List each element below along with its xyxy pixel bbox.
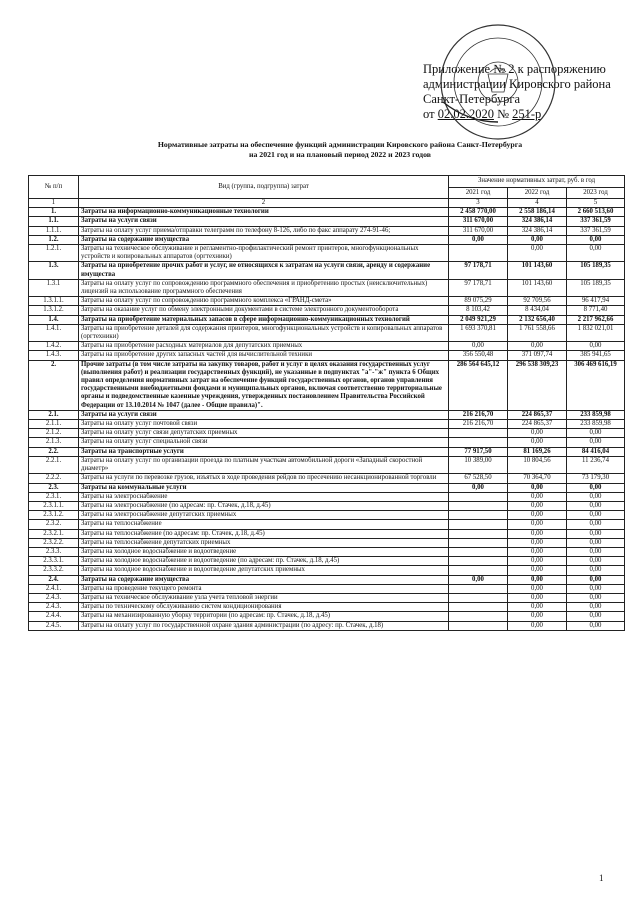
col-index-2: 2 — [79, 199, 449, 208]
row-name: Затраты на оплату услуг по государственной охране здания администрации (по адресу: пр. Стачек, д.18) — [79, 621, 449, 630]
row-number: 2.4.3. — [29, 603, 79, 612]
value-2022: 324 386,14 — [508, 226, 567, 235]
value-2021: 8 103,42 — [449, 306, 508, 315]
row-number: 2.3.1.2. — [29, 511, 79, 520]
value-2021: 216 216,70 — [449, 410, 508, 419]
header-number: 251-р — [512, 107, 542, 121]
row-number: 2.4. — [29, 575, 79, 584]
row-name: Затраты по техническому обслуживанию систем кондиционирования — [79, 603, 449, 612]
table-row — [29, 306, 625, 315]
value-2022: 224 865,37 — [508, 410, 567, 419]
value-2022: 101 143,60 — [508, 279, 567, 296]
row-number: 2.3.3.1. — [29, 557, 79, 566]
value-2023: 385 941,65 — [567, 351, 625, 360]
row-name: Затраты на оплату услуг приема/отправки телеграмм по телефону 8-126, либо по факс аппарату 274-91-46; — [79, 226, 449, 235]
value-2022: 0,00 — [508, 520, 567, 529]
year-header-2022: 2022 год — [508, 187, 567, 199]
table-row — [29, 410, 625, 419]
value-2023: 0,00 — [567, 566, 625, 575]
row-name: Затраты на теплоснабжение — [79, 520, 449, 529]
value-2021: 0,00 — [449, 235, 508, 244]
value-2021: 97 178,71 — [449, 262, 508, 279]
value-2023: 2 660 513,60 — [567, 208, 625, 217]
row-number: 1.1.1. — [29, 226, 79, 235]
value-2022: 0,00 — [508, 621, 567, 630]
value-2021 — [449, 529, 508, 538]
value-2021: 89 075,29 — [449, 297, 508, 306]
value-2022: 101 143,60 — [508, 262, 567, 279]
value-2021 — [449, 520, 508, 529]
value-2021: 0,00 — [449, 575, 508, 584]
row-number: 2.1. — [29, 410, 79, 419]
row-name: Затраты на оплату услуг по организации проезда по платным участкам автомобильной дороги «Западный скоростной диаметр» — [79, 456, 449, 473]
value-2021: 0,00 — [449, 483, 508, 492]
row-number: 2.3.1. — [29, 492, 79, 501]
title-line-2: на 2021 год и на плановый период 2022 и 2023 годов — [248, 150, 432, 159]
table-row — [29, 360, 625, 410]
cost-table — [28, 175, 625, 631]
value-2021: 10 389,00 — [449, 456, 508, 473]
row-name: Затраты на услуги связи — [79, 217, 449, 226]
row-name: Затраты на содержание имущества — [79, 235, 449, 244]
cost-table-body — [29, 208, 625, 631]
value-2022: 0,00 — [508, 603, 567, 612]
value-2021: 67 528,50 — [449, 474, 508, 483]
value-2023: 0,00 — [567, 429, 625, 438]
table-row — [29, 575, 625, 584]
value-2021: 0,00 — [449, 342, 508, 351]
col-header-name: Вид (группа, подгруппа) затрат — [79, 176, 449, 199]
title-line-1: Нормативные затраты на обеспечение функций администрации Кировского района Санкт-Петербурга — [157, 140, 523, 149]
value-2021: 2 049 921,29 — [449, 315, 508, 324]
value-2023: 0,00 — [567, 612, 625, 621]
row-number: 2.4.1. — [29, 584, 79, 593]
value-2022: 0,00 — [508, 529, 567, 538]
row-number: 2.1.3. — [29, 438, 79, 447]
value-2023: 2 217 962,66 — [567, 315, 625, 324]
table-row — [29, 474, 625, 483]
value-2023: 0,00 — [567, 529, 625, 538]
row-number: 2.2.2. — [29, 474, 79, 483]
col-index-4: 4 — [508, 199, 567, 208]
document-title — [60, 140, 620, 160]
value-2023: 0,00 — [567, 235, 625, 244]
value-2022: 0,00 — [508, 342, 567, 351]
row-number: 2.4.3. — [29, 593, 79, 602]
value-2023: 105 189,35 — [567, 262, 625, 279]
value-2023: 0,00 — [567, 575, 625, 584]
row-name: Затраты на приобретение прочих работ и услуг, не относящихся к затратам на услуги связи, аренду и содержание имущества — [79, 262, 449, 279]
row-number: 2. — [29, 360, 79, 410]
value-2023: 337 361,59 — [567, 217, 625, 226]
row-name: Затраты на холодное водоснабжение и водоотведение депутатских приемных — [79, 566, 449, 575]
row-number: 1.3.1.2. — [29, 306, 79, 315]
value-2021: 97 178,71 — [449, 279, 508, 296]
value-2023: 0,00 — [567, 593, 625, 602]
value-2022: 0,00 — [508, 584, 567, 593]
row-name: Затраты на информационно-коммуникационные технологии — [79, 208, 449, 217]
value-2021 — [449, 612, 508, 621]
table-row — [29, 501, 625, 510]
row-number: 2.1.2. — [29, 429, 79, 438]
row-number: 2.3.2.1. — [29, 529, 79, 538]
value-2021 — [449, 501, 508, 510]
value-2023: 0,00 — [567, 584, 625, 593]
value-2022: 10 804,56 — [508, 456, 567, 473]
value-2023: 337 361,59 — [567, 226, 625, 235]
value-2022: 0,00 — [508, 245, 567, 262]
row-number: 1.3.1.1. — [29, 297, 79, 306]
row-name: Затраты на механизированную уборку территории (по адресам: пр. Стачек, д.18, д.45) — [79, 612, 449, 621]
table-row — [29, 235, 625, 244]
row-number: 2.3. — [29, 483, 79, 492]
row-name: Затраты на техническое обслуживание и регламентно-профилактический ремонт принтеров, многофункциональных устройств и копировальных аппаратов (оргтехники) — [79, 245, 449, 262]
value-2023: 0,00 — [567, 547, 625, 556]
col-index-5: 5 — [567, 199, 625, 208]
value-2022: 296 538 309,23 — [508, 360, 567, 410]
value-2023: 8 771,40 — [567, 306, 625, 315]
row-number: 1.2.1. — [29, 245, 79, 262]
row-name: Затраты на электроснабжение (по адресам: пр. Стачек, д.18, д.45) — [79, 501, 449, 510]
value-2021: 311 670,00 — [449, 226, 508, 235]
value-2023: 84 416,04 — [567, 447, 625, 456]
row-number: 1.4.3. — [29, 351, 79, 360]
header-line-2: администрации Кировского района — [423, 77, 611, 91]
value-2022: 0,00 — [508, 612, 567, 621]
row-name: Затраты на теплоснабжение депутатских приемных — [79, 538, 449, 547]
col-header-num: № п/п — [29, 176, 79, 199]
row-number: 2.3.2. — [29, 520, 79, 529]
row-number: 2.4.5. — [29, 621, 79, 630]
row-number: 1.1. — [29, 217, 79, 226]
value-2021: 77 917,50 — [449, 447, 508, 456]
row-name: Затраты на техническое обслуживание узла учета тепловой энергии — [79, 593, 449, 602]
value-2022: 0,00 — [508, 483, 567, 492]
col-index-1: 1 — [29, 199, 79, 208]
value-2022: 2 132 656,40 — [508, 315, 567, 324]
table-row — [29, 438, 625, 447]
row-name: Прочие затраты (в том числе затраты на закупку товаров, работ и услуг в целях оказания государственных услуг (выполнения работ) и реализации государственных функций), не указанные в подпунктах "а"-"ж" пункта 6 Общих правил определения нормативных затрат на обеспечение функций государственных органов, органов управления государственными внебюджетными фондами и муниципальных органов, включая соответственно территориальные органы и подведомственные казенные учреждения, утвержденных постановлением Правительства Российской Федерации от 13.10.2014 № 1047 (далее - Общие правила)". — [79, 360, 449, 410]
value-2022: 0,00 — [508, 575, 567, 584]
table-row — [29, 429, 625, 438]
row-name: Затраты на оплату услуг связи депутатских приемных — [79, 429, 449, 438]
table-row — [29, 447, 625, 456]
table-row — [29, 456, 625, 473]
table-row — [29, 351, 625, 360]
value-2022: 324 386,14 — [508, 217, 567, 226]
header-line-1: Приложение № 2 к распоряжению — [423, 62, 606, 76]
value-2023: 105 189,35 — [567, 279, 625, 296]
table-row — [29, 217, 625, 226]
row-number: 2.3.3.2. — [29, 566, 79, 575]
value-2023: 0,00 — [567, 483, 625, 492]
value-2022: 1 761 558,66 — [508, 324, 567, 341]
row-number: 1.2. — [29, 235, 79, 244]
page-number: 1 — [599, 873, 604, 883]
row-name: Затраты на проведение текущего ремонта — [79, 584, 449, 593]
value-2023: 0,00 — [567, 603, 625, 612]
value-2022: 0,00 — [508, 429, 567, 438]
value-2022: 8 434,04 — [508, 306, 567, 315]
value-2021: 311 670,00 — [449, 217, 508, 226]
value-2021 — [449, 584, 508, 593]
table-row — [29, 520, 625, 529]
row-name: Затраты на электроснабжение депутатских приемных — [79, 511, 449, 520]
table-row — [29, 315, 625, 324]
value-2023: 0,00 — [567, 511, 625, 520]
row-name: Затраты на холодное водоснабжение и водоотведение — [79, 547, 449, 556]
value-2021 — [449, 566, 508, 575]
value-2021: 356 550,48 — [449, 351, 508, 360]
value-2023: 1 832 021,01 — [567, 324, 625, 341]
row-name: Затраты на холодное водоснабжение и водоотведение (по адресам: пр. Стачек, д.18, д.45) — [79, 557, 449, 566]
row-name: Затраты на электроснабжение — [79, 492, 449, 501]
header-line-3: Санкт-Петербурга — [423, 92, 521, 106]
year-header-2023: 2023 год — [567, 187, 625, 199]
row-name: Затраты на оплату услуг по сопровождению программного комплекса «ГРАНД-смета» — [79, 297, 449, 306]
value-2022: 0,00 — [508, 492, 567, 501]
year-header-2021: 2021 год — [449, 187, 508, 199]
row-name: Затраты на оплату услуг специальной связи — [79, 438, 449, 447]
value-2023: 0,00 — [567, 342, 625, 351]
table-row — [29, 420, 625, 429]
row-number: 1.3. — [29, 262, 79, 279]
value-2022: 0,00 — [508, 538, 567, 547]
row-number: 2.3.2.2. — [29, 538, 79, 547]
row-name: Затраты на теплоснабжение (по адресам: пр. Стачек, д.18, д.45) — [79, 529, 449, 538]
row-name: Затраты на услуги связи — [79, 410, 449, 419]
row-number: 2.3.3. — [29, 547, 79, 556]
value-2022: 0,00 — [508, 593, 567, 602]
value-2023: 233 859,98 — [567, 420, 625, 429]
value-2021 — [449, 603, 508, 612]
value-2022: 2 558 186,14 — [508, 208, 567, 217]
value-2022: 224 865,37 — [508, 420, 567, 429]
row-name: Затраты на коммунальные услуги — [79, 483, 449, 492]
row-name: Затраты на услуги по перевозке грузов, изъятых в ходе проведения рейдов по пресечению несанкционированной торговли — [79, 474, 449, 483]
value-2021: 286 564 645,12 — [449, 360, 508, 410]
table-row — [29, 208, 625, 217]
row-number: 1.4. — [29, 315, 79, 324]
value-2021 — [449, 511, 508, 520]
value-2023: 306 469 616,19 — [567, 360, 625, 410]
value-2023: 0,00 — [567, 438, 625, 447]
value-2022: 0,00 — [508, 547, 567, 556]
value-2021 — [449, 429, 508, 438]
table-row — [29, 324, 625, 341]
row-number: 2.2.1. — [29, 456, 79, 473]
value-2022: 0,00 — [508, 566, 567, 575]
row-name: Затраты на приобретение деталей для содержания принтеров, многофункциональных устройств и копировальных аппаратов (оргтехники) — [79, 324, 449, 341]
header-date: 02.02.2020 — [437, 107, 494, 121]
table-row — [29, 584, 625, 593]
value-2021 — [449, 547, 508, 556]
table-row — [29, 511, 625, 520]
table-row — [29, 297, 625, 306]
official-stamp — [438, 22, 558, 142]
value-2022: 0,00 — [508, 235, 567, 244]
table-row — [29, 593, 625, 602]
table-row — [29, 557, 625, 566]
row-name: Затраты на приобретение других запасных частей для вычислительной техники — [79, 351, 449, 360]
table-row — [29, 262, 625, 279]
value-2021 — [449, 245, 508, 262]
table-row — [29, 621, 625, 630]
row-number: 2.1.1. — [29, 420, 79, 429]
table-row — [29, 483, 625, 492]
value-2022: 70 364,70 — [508, 474, 567, 483]
table-row — [29, 566, 625, 575]
value-2023: 0,00 — [567, 501, 625, 510]
value-2022: 81 169,26 — [508, 447, 567, 456]
value-2023: 0,00 — [567, 520, 625, 529]
value-2023: 0,00 — [567, 621, 625, 630]
row-name: Затраты на транспортные услуги — [79, 447, 449, 456]
table-row — [29, 547, 625, 556]
value-2023: 96 417,94 — [567, 297, 625, 306]
value-2021 — [449, 438, 508, 447]
value-2021 — [449, 557, 508, 566]
value-2022: 0,00 — [508, 511, 567, 520]
value-2022: 0,00 — [508, 438, 567, 447]
row-number: 2.4.4. — [29, 612, 79, 621]
row-number: 2.3.1.1. — [29, 501, 79, 510]
table-row — [29, 245, 625, 262]
table-row — [29, 342, 625, 351]
value-2023: 0,00 — [567, 557, 625, 566]
row-number: 1. — [29, 208, 79, 217]
value-2022: 92 709,56 — [508, 297, 567, 306]
value-2022: 0,00 — [508, 557, 567, 566]
col-header-values: Значение нормативных затрат, руб. в год — [449, 176, 625, 188]
value-2021 — [449, 492, 508, 501]
row-number: 2.2. — [29, 447, 79, 456]
table-row — [29, 279, 625, 296]
value-2021 — [449, 538, 508, 547]
row-name: Затраты на содержание имущества — [79, 575, 449, 584]
value-2023: 0,00 — [567, 245, 625, 262]
row-name: Затраты на оплату услуг по сопровождению программного обеспечения и приобретению простых (неисключительных) лицензий на использование программного обеспечения — [79, 279, 449, 296]
row-number: 1.4.2. — [29, 342, 79, 351]
row-number: 1.4.1. — [29, 324, 79, 341]
value-2021: 1 693 370,81 — [449, 324, 508, 341]
row-name: Затраты на оплату услуг почтовой связи — [79, 420, 449, 429]
row-name: Затраты на оказание услуг по обмену электронными документами в системе электронного документооборота — [79, 306, 449, 315]
value-2021 — [449, 593, 508, 602]
header-number-prefix: № — [497, 107, 509, 121]
header-date-prefix: от — [423, 107, 435, 121]
table-row — [29, 612, 625, 621]
value-2021: 216 216,70 — [449, 420, 508, 429]
value-2023: 11 236,74 — [567, 456, 625, 473]
table-row — [29, 603, 625, 612]
table-row — [29, 529, 625, 538]
row-name: Затраты на приобретение расходных материалов для депутатских приемных — [79, 342, 449, 351]
value-2023: 0,00 — [567, 492, 625, 501]
value-2021 — [449, 621, 508, 630]
table-row — [29, 538, 625, 547]
row-number: 1.3.1 — [29, 279, 79, 296]
table-row — [29, 226, 625, 235]
value-2023: 233 859,98 — [567, 410, 625, 419]
value-2022: 371 097,74 — [508, 351, 567, 360]
value-2023: 0,00 — [567, 538, 625, 547]
value-2021: 2 458 770,00 — [449, 208, 508, 217]
value-2022: 0,00 — [508, 501, 567, 510]
value-2023: 73 179,30 — [567, 474, 625, 483]
table-row — [29, 492, 625, 501]
row-name: Затраты на приобретение материальных запасов в сфере информационно-коммуникационных технологий — [79, 315, 449, 324]
col-index-3: 3 — [449, 199, 508, 208]
